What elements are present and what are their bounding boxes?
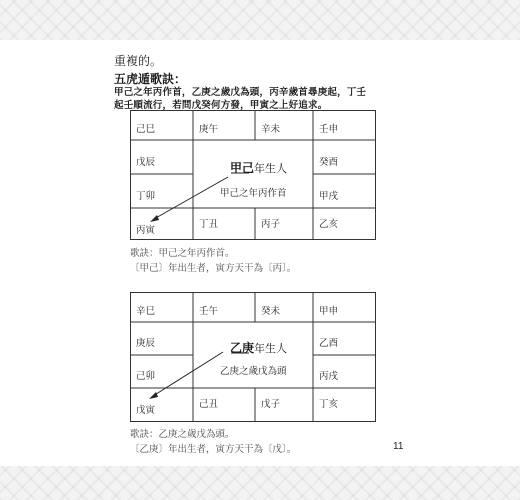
center-rule: 乙庚之歲戊為頭 <box>220 366 287 377</box>
cell-r1c2: 庚午 <box>199 124 219 135</box>
cell-r1c1: 辛巳 <box>136 306 156 317</box>
arrowhead-icon <box>150 215 159 222</box>
center-heading <box>230 339 287 356</box>
cell-bottom-4: 丁亥 <box>319 399 339 410</box>
center-suffix: 年生人 <box>254 342 288 355</box>
table-1-note-2: 〔甲己〕年出生者，寅方天干為〔丙〕。 <box>130 263 297 274</box>
cell-left-mid-1: 庚辰 <box>136 338 156 349</box>
intro-text: 重複的。 <box>114 54 163 68</box>
cell-r1c1: 己巳 <box>136 124 156 135</box>
stem-branch-table-2 <box>130 292 376 422</box>
cell-bottom-2: 丁丑 <box>199 219 219 230</box>
cell-left-mid-2: 己卯 <box>136 371 156 382</box>
cell-bottom-3: 戊子 <box>261 399 281 410</box>
table-2-note-2: 〔乙庚〕年出生者，寅方天干為〔戊〕。 <box>130 444 297 455</box>
cell-r1c3: 癸未 <box>261 306 281 317</box>
cell-r1c3: 辛未 <box>261 124 281 135</box>
center-bold-label: 甲己 <box>230 161 255 175</box>
arrow-line <box>153 352 223 396</box>
cell-bottom-4: 乙亥 <box>319 219 339 230</box>
description-line-2: 起壬順流行，若問戊癸何方發，甲寅之上好追求。 <box>114 100 328 111</box>
page-number: 11 <box>393 441 404 452</box>
cell-left-mid-1: 戊辰 <box>136 157 156 168</box>
section-title: 五虎遁歌訣： <box>114 72 187 86</box>
stem-branch-table-1 <box>130 110 376 240</box>
table-2-grid <box>130 292 376 422</box>
cell-bottom-2: 己丑 <box>199 399 219 410</box>
top-decorative-band <box>0 0 520 40</box>
cell-right-mid-2: 丙戌 <box>319 371 339 382</box>
cell-right-mid-1: 乙酉 <box>319 338 339 349</box>
center-heading <box>230 159 287 176</box>
description-line-1: 甲己之年丙作首，乙庚之歲戊為頭，丙辛歲首尋庚起，丁壬 <box>114 87 367 98</box>
center-rule: 甲己之年丙作首 <box>220 188 287 199</box>
table-2-note-1: 歌訣：乙庚之歲戊為頭。 <box>130 429 235 440</box>
cell-r1c4: 甲申 <box>319 306 339 317</box>
cell-right-mid-1: 癸酉 <box>319 157 339 168</box>
bottom-decorative-band <box>0 466 520 500</box>
arrow-line <box>154 177 228 219</box>
arrowhead-icon <box>149 392 158 399</box>
cell-right-mid-2: 甲戌 <box>319 191 339 202</box>
table-1-note-1: 歌訣：甲己之年丙作首。 <box>130 248 235 259</box>
cell-bottom-1: 丙寅 <box>136 225 156 236</box>
center-bold-label: 乙庚 <box>230 341 255 355</box>
cell-r1c2: 壬午 <box>199 306 219 317</box>
cell-left-mid-2: 丁卯 <box>136 191 156 202</box>
cell-r1c4: 壬申 <box>319 124 339 135</box>
center-suffix: 年生人 <box>254 162 288 175</box>
cell-bottom-1: 戊寅 <box>136 405 156 416</box>
cell-bottom-3: 丙子 <box>261 219 281 230</box>
